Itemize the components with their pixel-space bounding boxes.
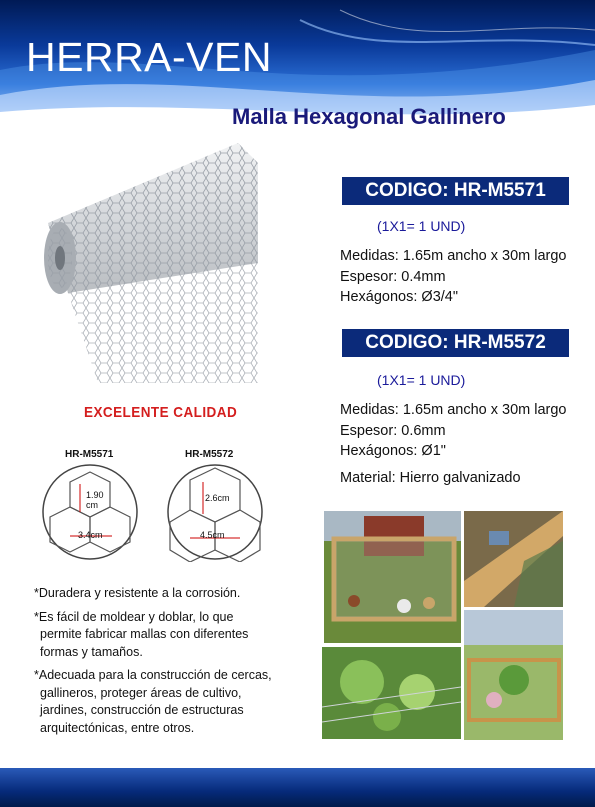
diagram-width-2: 4.5cm	[200, 530, 225, 540]
footer-banner	[0, 768, 595, 807]
feature-item-1: *Duradera y resistente a la corrosión.	[34, 586, 241, 600]
product-unit-1: (1X1= 1 UND)	[377, 218, 466, 234]
product-medidas-1: Medidas: 1.65m ancho x 30m largo	[340, 248, 567, 264]
quality-label: EXCELENTE CALIDAD	[84, 404, 238, 421]
hexagon-diagram-2	[165, 462, 265, 562]
diagram-height-1: 1.90 cm	[86, 490, 104, 510]
product-hexagonos-2: Hexágonos: Ø1"	[340, 443, 446, 459]
diagram-height-2: 2.6cm	[205, 493, 230, 503]
material-text: Material: Hierro galvanizado	[340, 470, 521, 486]
chicken-coop-photo	[324, 511, 461, 643]
product-espesor-2: Espesor: 0.6mm	[340, 422, 446, 439]
diagram-code-1: HR-M5571	[65, 449, 114, 460]
product-hexagonos-1: Hexágonos: Ø3/4"	[340, 289, 458, 305]
plant-mesh-photo	[322, 647, 461, 739]
garden-fence-photo	[464, 610, 563, 740]
diagram-width-1: 3.4cm	[78, 530, 103, 540]
feature-item-3: *Adecuada para la construcción de cercas, gallineros, proteger áreas de cultivo, jardines, construcción de estructuras arquitectónicas, entre otros.	[34, 668, 272, 735]
product-espesor-1: Espesor: 0.4mm	[340, 268, 446, 285]
brand-logo: HERRA-VEN	[26, 34, 272, 80]
page-title: Malla Hexagonal Gallinero	[232, 104, 506, 129]
wood-frame-photo	[464, 511, 563, 607]
diagram-code-2: HR-M5572	[185, 449, 234, 460]
feature-list	[34, 585, 314, 743]
product-unit-2: (1X1= 1 UND)	[377, 372, 466, 388]
product-code-1: CODIGO: HR-M5571	[342, 177, 569, 205]
product-medidas-2: Medidas: 1.65m ancho x 30m largo	[340, 402, 567, 418]
hexagon-diagram-1	[40, 462, 140, 562]
product-specs-2	[340, 400, 567, 462]
product-specs-1	[340, 246, 567, 308]
product-code-2: CODIGO: HR-M5572	[342, 329, 569, 357]
mesh-roll-image	[38, 143, 258, 383]
feature-item-2: *Es fácil de moldear y doblar, lo que permite fabricar mallas con diferentes formas y tamaños.	[34, 609, 249, 659]
